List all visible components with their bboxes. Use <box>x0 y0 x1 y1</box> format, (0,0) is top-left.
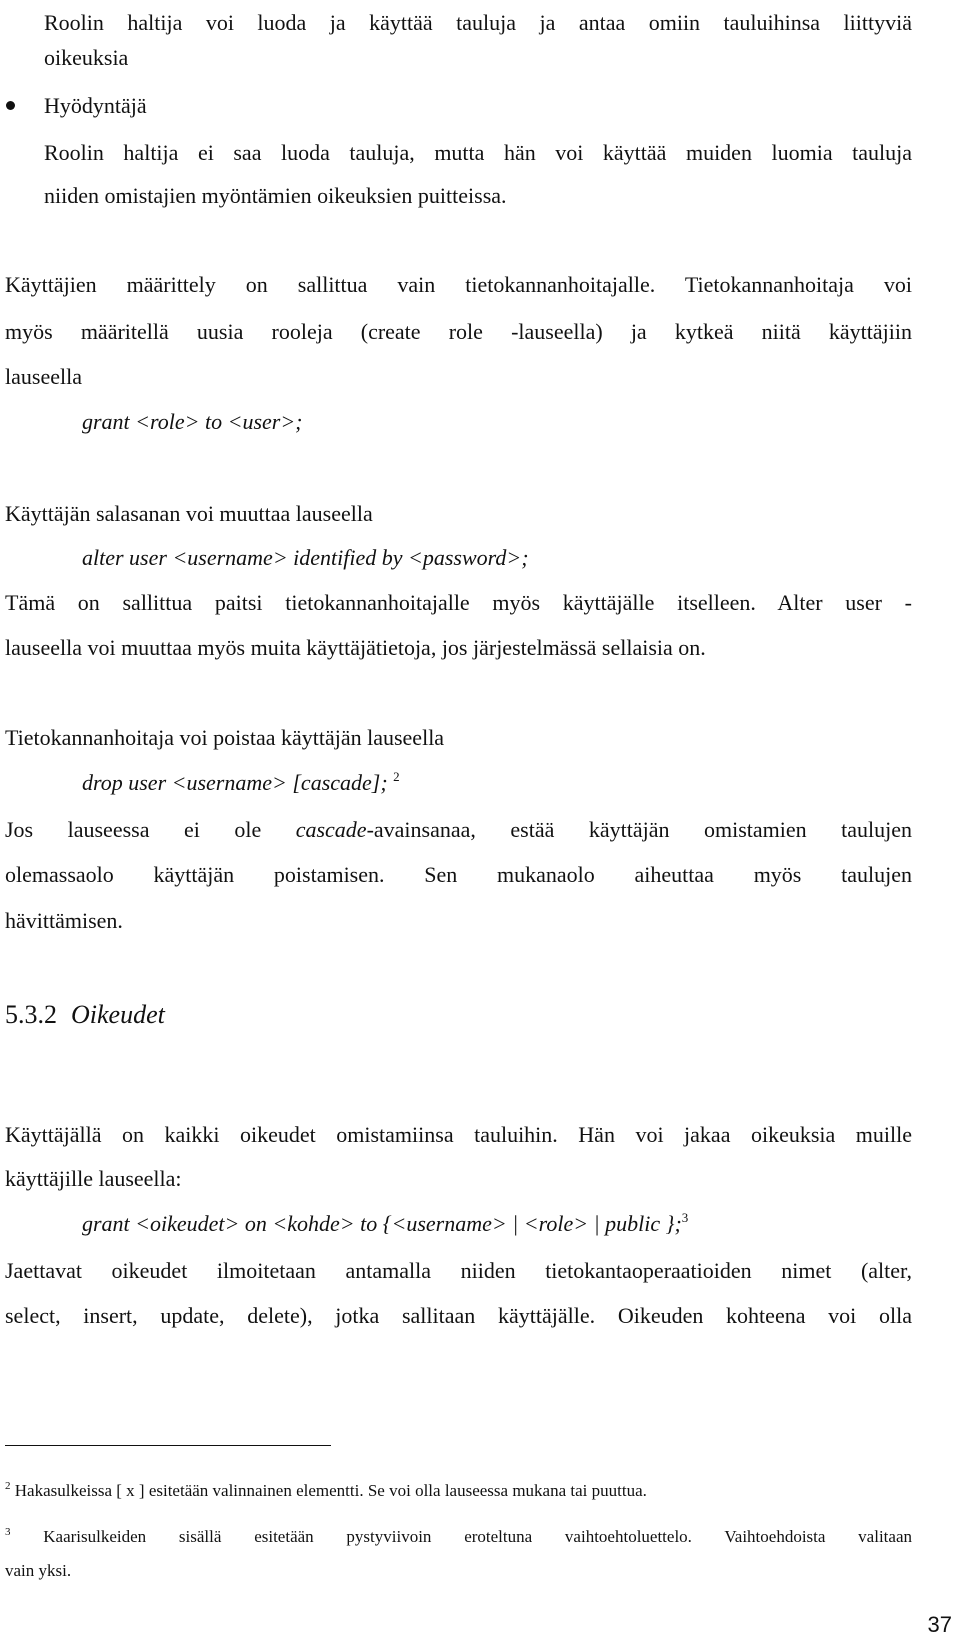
drop-user-code-text: drop user <username> [cascade]; <box>82 770 388 795</box>
footnote-ref-3: 3 <box>681 1210 689 1225</box>
users-paragraph-line-1: Käyttäjien määrittely on sallittua vain tietokannanhoitajalle. Tietokannanhoitaja voi <box>5 272 912 297</box>
drop-paragraph-line-3: olemassaolo käyttäjän poistamisen. Sen mukanaolo aiheuttaa myös taulujen <box>5 862 912 887</box>
cascade-keyword: cascade <box>295 817 367 842</box>
password-paragraph-line-2: Tämä on sallittua paitsi tietokannanhoitajalle myös käyttäjälle itselleen. Alter user - <box>5 590 912 615</box>
rights-paragraph-line-2: käyttäjille lauseella: <box>5 1166 182 1191</box>
drop-line2-pre: Jos lauseessa ei ole <box>5 817 262 842</box>
grant-rights-code <box>82 1211 912 1237</box>
list-item-1-text-line-2: oikeuksia <box>44 45 129 70</box>
drop-paragraph-line-2 <box>5 817 912 843</box>
footnote-separator <box>5 1445 331 1446</box>
page-number: 37 <box>927 1612 952 1637</box>
list-item-1-text-line-1: Roolin haltija voi luoda ja käyttää tauluja ja antaa omiin tauluihinsa liittyviä <box>44 10 912 35</box>
footnote-2-text: Hakasulkeissa [ x ] esitetään valinnainen elementti. Se voi olla lauseessa mukana tai puuttua. <box>14 1481 647 1500</box>
section-number: 5.3.2 <box>5 1000 57 1029</box>
drop-line2-post: -avainsanaa, estää käyttäjän omistamien taulujen <box>366 817 912 842</box>
section-title: Oikeudet <box>71 1000 165 1029</box>
password-paragraph-line-1: Käyttäjän salasanan voi muuttaa lauseella <box>5 501 373 526</box>
footnote-3-text-1: Kaarisulkeiden sisällä esitetään pystyviivoin eroteltuna vaihtoehtoluettelo. Vaihtoehdoista valitaan <box>43 1527 912 1546</box>
list-item-2-text-line-2: niiden omistajien myöntämien oikeuksien puitteissa. <box>44 183 507 208</box>
footnote-3-line-1 <box>5 1526 912 1548</box>
rights-paragraph-line-4: select, insert, update, delete), jotka sallitaan käyttäjälle. Oikeuden kohteena voi olla <box>5 1303 912 1328</box>
list-item-2-text-line-1: Roolin haltija ei saa luoda tauluja, mutta hän voi käyttää muiden luomia tauluja <box>44 140 912 165</box>
footnote-3-line-2: vain yksi. <box>5 1561 72 1580</box>
footnote-2-mark: 2 <box>5 1480 11 1492</box>
drop-user-code <box>82 770 912 796</box>
footnote-3-mark: 3 <box>5 1526 11 1538</box>
footnote-2 <box>5 1480 912 1502</box>
grant-rights-code-text: grant <oikeudet> on <kohde> to {<username> | <role> | public }; <box>82 1211 682 1236</box>
drop-paragraph-line-4: hävittämisen. <box>5 908 123 933</box>
rights-paragraph-line-1: Käyttäjällä on kaikki oikeudet omistamiinsa tauluihin. Hän voi jakaa oikeuksia muille <box>5 1122 912 1147</box>
list-item-2-label: Hyödyntäjä <box>44 93 147 118</box>
drop-paragraph-line-1: Tietokannanhoitaja voi poistaa käyttäjän lauseella <box>5 725 445 750</box>
password-paragraph-line-3: lauseella voi muuttaa myös muita käyttäjätietoja, jos järjestelmässä sellaisia on. <box>5 635 706 660</box>
footnote-ref-2: 2 <box>393 769 400 784</box>
users-paragraph-line-3: lauseella <box>5 364 82 389</box>
bullet-icon <box>6 101 15 110</box>
rights-paragraph-line-3: Jaettavat oikeudet ilmoitetaan antamalla niiden tietokantaoperaatioiden nimet (alter, <box>5 1258 912 1283</box>
section-heading <box>5 1000 165 1030</box>
alter-user-code: alter user <username> identified by <password>; <box>82 545 529 570</box>
users-paragraph-line-2: myös määritellä uusia rooleja (create role -lauseella) ja kytkeä niitä käyttäjiin <box>5 319 912 344</box>
grant-role-code: grant <role> to <user>; <box>82 409 303 434</box>
